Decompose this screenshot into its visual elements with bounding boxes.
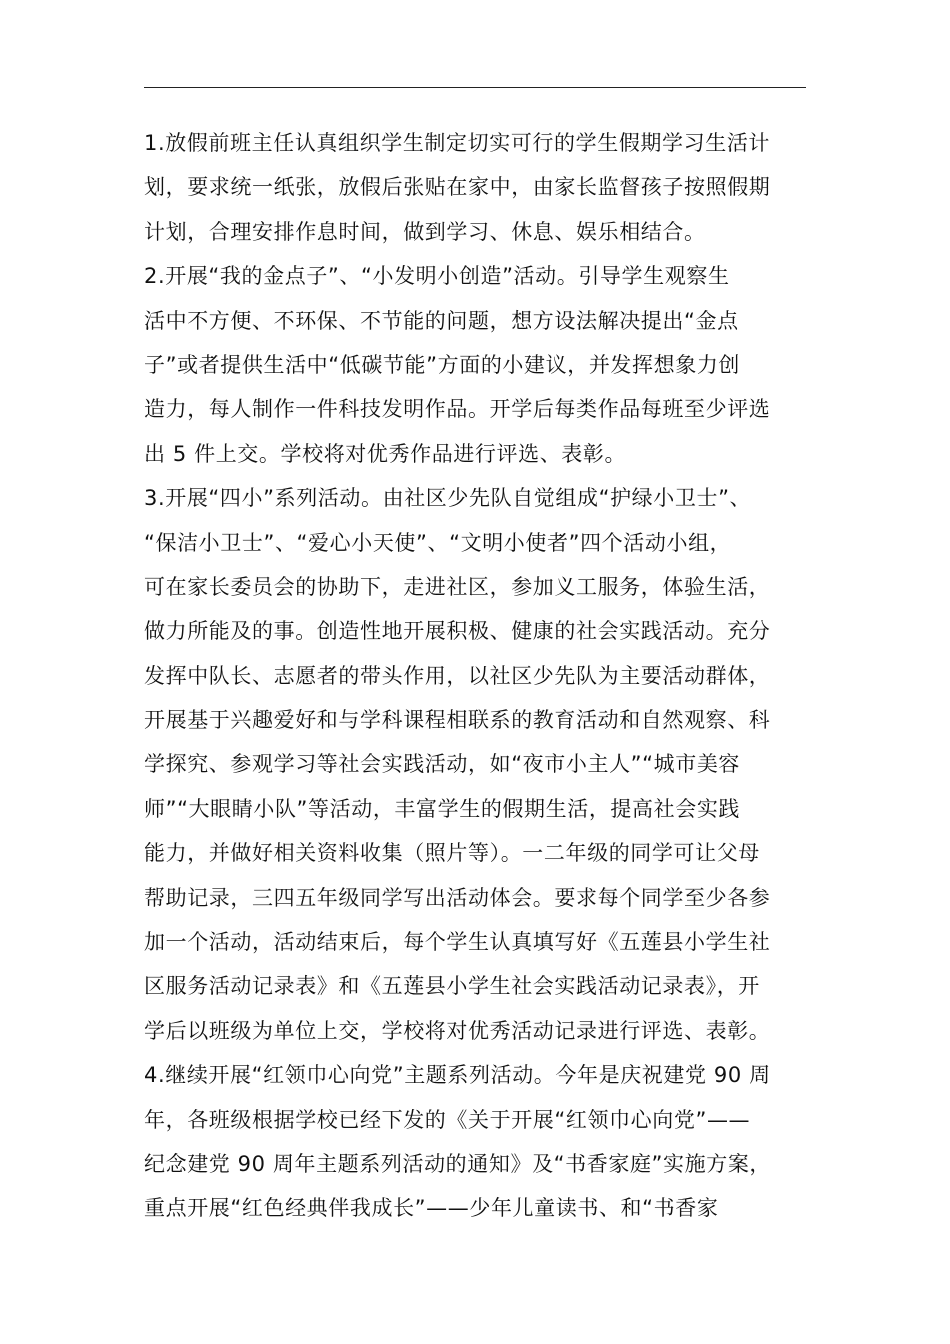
text-line: 造力，每人制作一件科技发明作品。开学后每类作品每班至少评选 (144, 397, 771, 422)
text-line: 活中不方便、不环保、不节能的问题，想方设法解决提出“金点 (144, 308, 739, 333)
header-divider-line (144, 87, 806, 88)
text-line: 做力所能及的事。创造性地开展积极、健康的社会实践活动。充分 (144, 619, 771, 644)
text-line: 学探究、参观学习等社会实践活动，如“夜市小主人”“城市美容 (144, 752, 741, 777)
text-line: 年，各班级根据学校已经下发的《关于开展“红领巾心向党”—— (144, 1107, 751, 1132)
text-line: 重点开展“红色经典伴我成长”——少年儿童读书、和“书香家 (144, 1196, 719, 1221)
text-line: 纪念建党 90 周年主题系列活动的通知》及“书香家庭”实施方案， (144, 1151, 772, 1176)
text-line: 1.放假前班主任认真组织学生制定切实可行的学生假期学习生活计 (144, 131, 771, 155)
text-line: 4.继续开展“红领巾心向党”主题系列活动。今年是庆祝建党 90 周 (144, 1063, 771, 1088)
text-line: 出 5 件上交。学校将对优秀作品进行评选、表彰。 (144, 441, 627, 466)
document-body (144, 121, 814, 1231)
text-line: 加一个活动，活动结束后，每个学生认真填写好《五莲县小学生社 (144, 930, 771, 955)
text-line: 师”“大眼睛小队”等活动，丰富学生的假期生活，提高社会实践 (144, 796, 741, 821)
text-line: 帮助记录，三四五年级同学写出活动体会。要求每个同学至少各参 (144, 885, 771, 910)
text-line: 2.开展“我的金点子”、“小发明小创造”活动。引导学生观察生 (144, 264, 730, 289)
text-line: 子”或者提供生活中“低碳节能”方面的小建议，并发挥想象力创 (144, 352, 741, 377)
text-line: 3.开展“四小”系列活动。由社区少先队自觉组成“护绿小卫士”、 (144, 486, 752, 511)
text-line: 划，要求统一纸张，放假后张贴在家中，由家长监督孩子按照假期 (144, 175, 771, 200)
text-line: 学后以班级为单位上交，学校将对优秀活动记录进行评选、表彰。 (144, 1018, 771, 1043)
text-line: “保洁小卫士”、“爱心小天使”、“文明小使者”四个活动小组， (144, 530, 732, 555)
text-line: 可在家长委员会的协助下，走进社区，参加义工服务，体验生活， (144, 574, 771, 599)
text-line: 能力，并做好相关资料收集（照片等）。一二年级的同学可让父母 (144, 841, 760, 866)
text-line: 区服务活动记录表》和《五莲县小学生社会实践活动记录表》，开 (144, 974, 760, 999)
text-line: 计划，合理安排作息时间，做到学习、休息、娱乐相结合。 (144, 219, 706, 244)
text-line: 发挥中队长、志愿者的带头作用，以社区少先队为主要活动群体， (144, 663, 771, 688)
text-line: 开展基于兴趣爱好和与学科课程相联系的教育活动和自然观察、科 (144, 708, 771, 733)
